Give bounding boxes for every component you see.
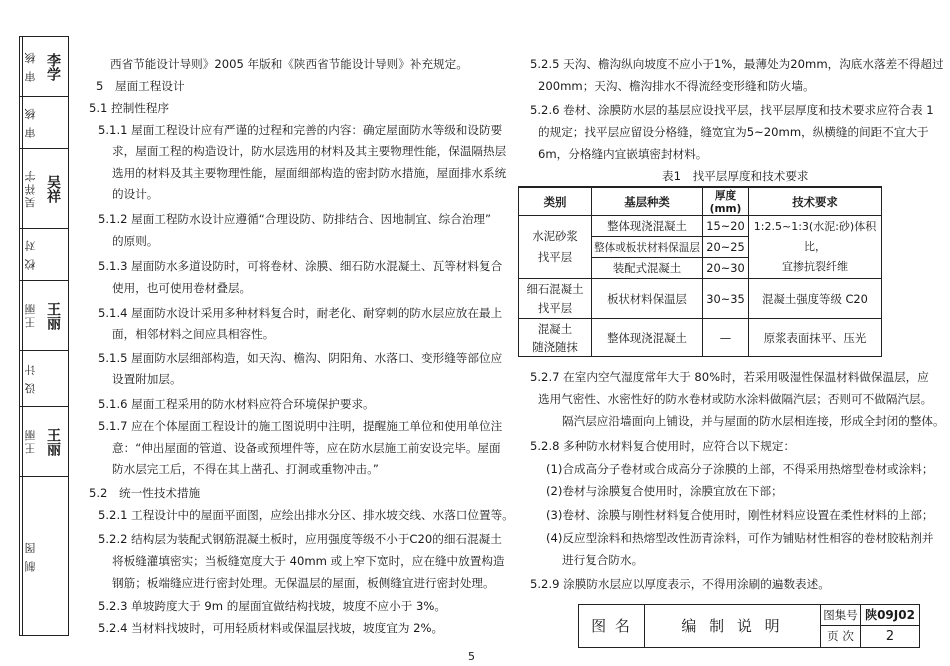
text-line: 200mm；天沟、檐沟排水不得流经变形缝和防火墙。 (538, 79, 815, 93)
text-line: 求，屋面工程的构造设计，防水层选用的材料及其主要物理性能，保温隔热层 (112, 144, 507, 158)
text-line: 5.2.8 多种防水材料复合使用时，应符合以下规定： (530, 439, 796, 453)
text-line: 5.2.3 单坡跨度大于 9m 的屋面宜做结构找坡，坡度不应小于 3%。 (98, 599, 446, 613)
signature (40, 229, 66, 280)
sig-label: 制 图 (22, 477, 38, 635)
text-line: 防水层完工后，不得在其上凿孔、打洞或重物冲击。” (112, 462, 379, 476)
sig-row-review (20, 37, 68, 97)
text-line: 的设计。 (112, 187, 159, 201)
table-cell-category (519, 279, 592, 319)
signature (40, 97, 66, 148)
table-cell: 20~30 (703, 258, 749, 279)
sig-label: 吴祥宇 (22, 149, 38, 228)
table-cell: 装配式混凝土 (592, 258, 703, 279)
drawing-name-label: 图 名 (579, 605, 645, 647)
text-line: 5.1.3 屋面防水多道设防时，可将卷材、涂膜、细石防水混凝土、瓦等材料复合 (98, 259, 503, 273)
signature-strip (19, 36, 69, 636)
category-line: 细石混凝土 (526, 281, 584, 296)
table-cell-category (519, 319, 592, 357)
text-line: 的规定；找平层应留设分格缝，缝宽宜为5~20mm，纵横缝的间距不宜大于 (538, 125, 929, 139)
text-line: 5.2.7 在室内空气湿度常年大于 80%时，若采用吸湿性保温材料做保温层，应 (530, 370, 929, 384)
table-cell: 整体或板状材料保温层 (592, 237, 703, 258)
text-line: 5.2.4 当材料找坡时，可用轻质材料或保温层找坡，坡度宜为 2%。 (98, 621, 444, 635)
table-cell-requirement (749, 216, 882, 279)
sig-label: 王丽 (22, 407, 38, 476)
page-value: 2 (885, 629, 895, 644)
signature (40, 477, 66, 635)
category-line: 混凝土 (537, 321, 573, 336)
signature: 王丽 (45, 301, 61, 330)
sig-label: 审 核 (22, 37, 38, 96)
table-cell: 20~25 (703, 237, 749, 258)
page-number: 5 (468, 650, 475, 663)
table-cell: 混凝土强度等级 C20 (749, 279, 882, 319)
category-line: 水泥砂浆 (532, 229, 578, 243)
requirement-line: 宜掺抗裂纤维 (782, 260, 848, 273)
text-line: 5.1.5 屋面防水层细部构造，如天沟、檐沟、阴阳角、水落口、变形缝等部位应 (98, 351, 503, 365)
sig-row-proof (20, 229, 68, 281)
table-cell: 30~35 (703, 279, 749, 319)
text-line: 选用的材料及其主要物理性能，屋面细部构造的密封防水措施，屋面排水系统 (112, 166, 507, 180)
atlas-number: 陕09J02 (861, 605, 919, 626)
text-line: 6m，分格缝内宜嵌填密封材料。 (538, 147, 708, 161)
text-line: 设置附加层。 (112, 372, 182, 386)
table-cell: 15~20 (703, 216, 749, 237)
signature (40, 351, 66, 406)
text-line: 钢筋；板端缝应进行密封处理。无保温层的屋面，板侧缝宜进行密封处理。 (112, 576, 495, 590)
table-cell: — (703, 319, 749, 357)
leveling-layer-table (518, 186, 882, 357)
signature: 李学 (45, 52, 61, 81)
text-line: 5.1.2 屋面工程防水设计应遵循“合理设防、防排结合、因地制宜、综合治理” (98, 212, 492, 226)
table-cell: 整体现浇混凝土 (592, 216, 703, 237)
text-line: 隔汽层应沿墙面向上铺设，并与屋面的防水层相连接，形成全封闭的整体。 (562, 414, 945, 428)
sig-label: 审 核 (22, 97, 38, 148)
text-line: 进行复合防水。 (562, 553, 644, 567)
drawing-title: 编 制 说 明 (645, 605, 821, 647)
list-item: (4)反应型涂料和热熔型改性沥青涂料，可作为铺贴材性相容的卷材胶粘剂并 (546, 531, 934, 545)
category-line: 找平层 (537, 250, 573, 264)
table-row (519, 279, 882, 319)
text-line: 5.1.6 屋面工程采用的防水材料应符合环境保护要求。 (98, 397, 375, 411)
sig-row-wu (20, 149, 68, 229)
title-block (578, 604, 920, 648)
page-label: 页 次 (821, 626, 861, 647)
requirement-line: 1:2.5~1:3(水泥:砂)体积比， (753, 220, 877, 253)
section-heading: 5.1 控制性程序 (89, 101, 170, 115)
text-line: 使用，也可使用卷材叠层。 (112, 281, 252, 295)
text-line: 5.2.6 卷材、涂膜防水层的基层应设找平层，找平层厚度和技术要求应符合表 1 (530, 103, 934, 117)
list-item: (1)合成高分子卷材或合成高分子涂膜的上部，不得采用热熔型卷材或涂料； (546, 462, 934, 476)
sig-row-drawing (20, 477, 68, 635)
text-line: 5.2.2 结构层为装配式钢筋混凝土板时，应用强度等级不小于C20的细石混凝土 (98, 532, 502, 546)
text-line: 西省节能设计导则》2005 年版和《陕西省节能设计导则》补充规定。 (110, 57, 468, 71)
sig-label: 校 对 (22, 229, 38, 280)
table-cell-category (519, 216, 592, 279)
text-line: 5.1.4 屋面防水设计采用多种材料复合时，耐老化、耐穿刺的防水层应放在最上 (98, 306, 503, 320)
text-line: 面，相邻材料之间应具相容性。 (112, 327, 275, 341)
text-line: 5.1.7 应在个体屋面工程设计的施工图说明中注明，提醒施工单位和使用单位注 (98, 419, 503, 433)
list-item: (2)卷材与涂膜复合使用时，涂膜宜放在下部； (546, 484, 783, 498)
text-line: 5.1.1 屋面工程设计应有严谨的过程和完善的内容：确定屋面防水等级和设防要 (98, 123, 503, 137)
sig-label: 王丽 (22, 281, 38, 350)
sig-row-check (20, 97, 68, 149)
table-row (519, 319, 882, 357)
table-caption: 表1 找平层厚度和技术要求 (662, 169, 809, 183)
category-line: 随浇随抹 (532, 339, 578, 354)
table-header-row (519, 187, 882, 216)
table-cell: 整体现浇混凝土 (592, 319, 703, 357)
table-header: 技术要求 (749, 187, 882, 216)
list-item: (3)卷材、涂膜与刚性材料复合使用时，刚性材料应设置在柔性材料的上部； (546, 508, 934, 522)
text-line: 5.2.9 涂膜防水层应以厚度表示，不得用涂刷的遍数表述。 (530, 577, 830, 591)
table-cell: 原浆表面抹平、压光 (749, 319, 882, 357)
sig-row-design (20, 351, 68, 407)
section-heading: 5 屋面工程设计 (96, 79, 185, 93)
signature: 吴祥 (45, 174, 61, 203)
text-line: 的原则。 (112, 234, 159, 248)
text-line: 选用气密性、水密性好的防水卷材或防水涂料做隔汽层；否则可不做隔汽层。 (538, 392, 933, 406)
text-line: 5.2.5 天沟、檐沟纵向坡度不应小于1%，最薄处为20mm，沟底水落差不得超过 (530, 57, 944, 71)
table-cell: 板状材料保温层 (592, 279, 703, 319)
sig-row-wang1 (20, 281, 68, 351)
text-line: 将板缝灌填密实；当板缝宽度大于 40mm 或上窄下宽时，应在缝中放置构造 (112, 554, 505, 568)
atlas-number-label: 图集号 (821, 605, 861, 626)
section-heading: 5.2 统一性技术措施 (89, 486, 201, 500)
table-header: 厚度(mm) (703, 187, 749, 216)
sig-row-wang2 (20, 407, 68, 477)
table-header: 基层种类 (592, 187, 703, 216)
category-line: 找平层 (537, 300, 573, 315)
table-row (519, 216, 882, 237)
table-header: 类别 (519, 187, 592, 216)
signature: 王丽 (45, 427, 61, 456)
text-line: 5.2.1 工程设计中的屋面平面图，应绘出排水分区、排水坡交线、水落口位置等。 (98, 508, 514, 522)
text-line: 意：“伸出屋面的管道、设备或预埋件等，应在防水层施工前安设完毕。屋面 (112, 441, 501, 455)
sig-label: 设 计 (22, 351, 38, 406)
